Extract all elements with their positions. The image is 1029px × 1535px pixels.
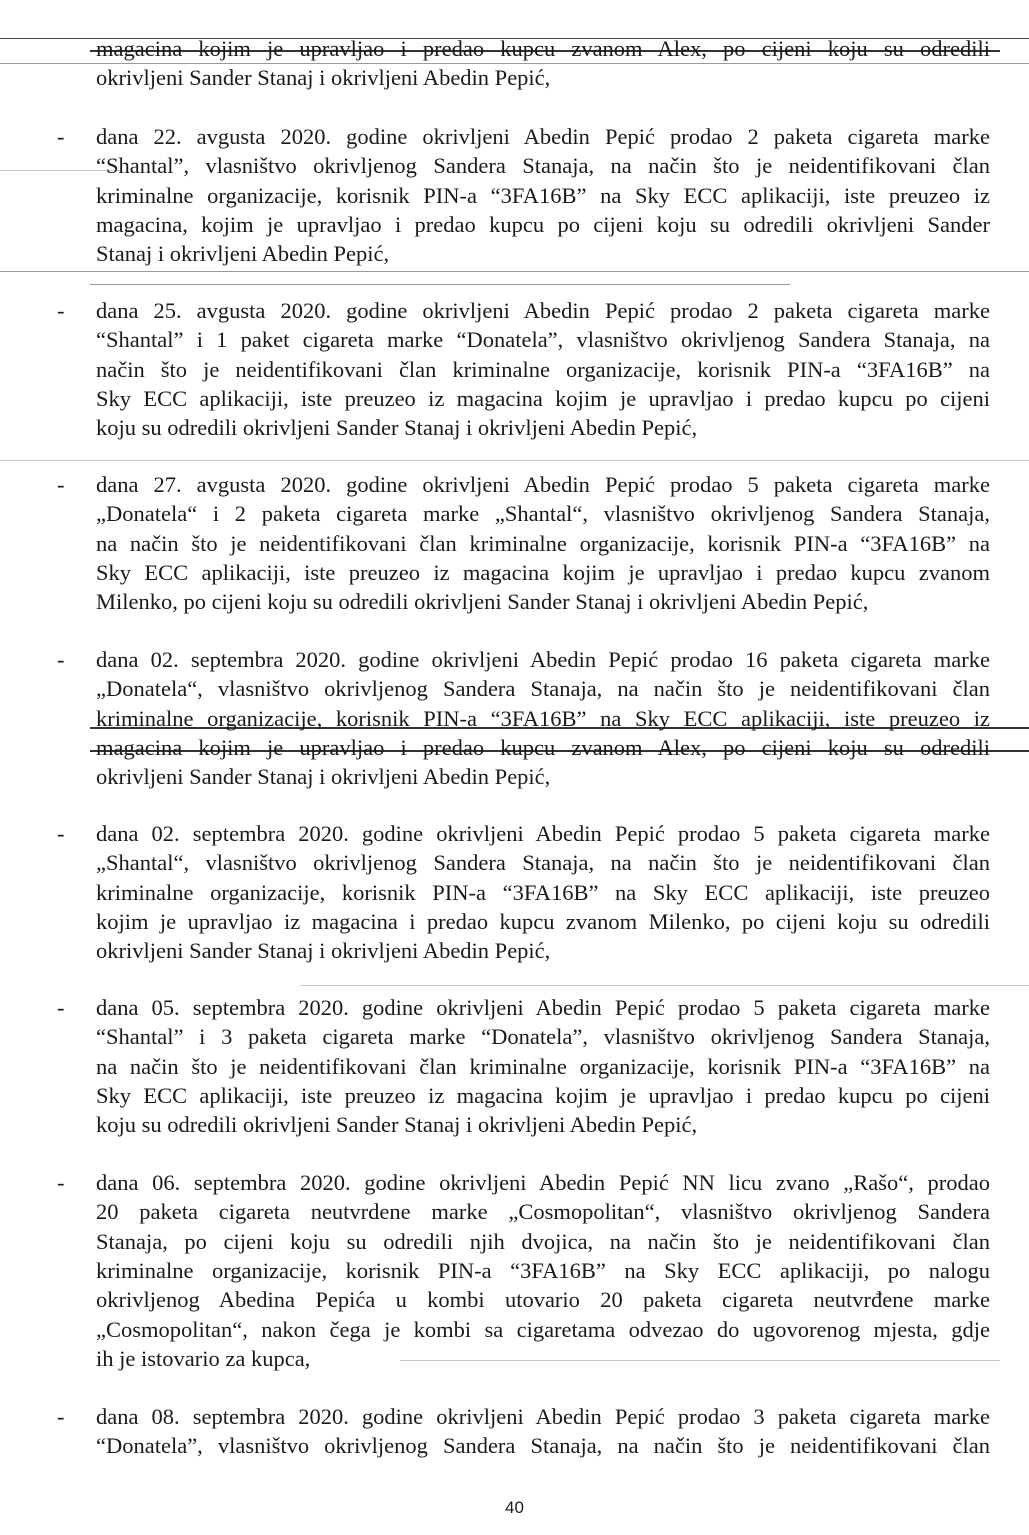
paragraph-line: Stanaja, po cijeni koju su odredili njih dvojica, na način što je neidentifikovani član [96, 1228, 990, 1254]
paragraph-line: dana 06. septembra 2020. godine okrivljeni Abedin Pepić NN licu zvano „Rašo“, prodao [96, 1170, 990, 1195]
list-bullet: - [57, 1404, 65, 1429]
paragraph-line: okrivljeni Sander Stanaj i okrivljeni Abedin Pepić, [96, 938, 551, 964]
paragraph-line: „Donatela“, vlasništvo okrivljenog Sandera Stanaja, na način što je neidentifikovani član [96, 676, 990, 702]
paragraph-line: magacina, kojim je upravljao i predao kupcu po cijeni koju su odredili okrivljeni Sander [96, 211, 990, 237]
paragraph-line: “Shantal” i 3 paketa cigareta marke “Donatela”, vlasništvo okrivljenog Sandera Stanaja, [96, 1024, 990, 1050]
paragraph-line: okrivljeni Sander Stanaj i okrivljeni Abedin Pepić, [96, 764, 551, 790]
paragraph-line: okrivljenog Abedina Pepića u kombi utovario 20 paketa cigareta neutvrđene marke [96, 1287, 990, 1313]
paragraph-line: kojim je upravljao iz magacina i predao kupcu zvanom Milenko, po cijeni koju su odredili [96, 908, 990, 934]
paragraph-line: Sky ECC aplikaciji, iste preuzeo iz magacina kojim je upravljao i predao kupcu po cijeni [96, 1082, 990, 1108]
paragraph-line: kriminalne organizacije, korisnik PIN-a “3FA16B” na Sky ECC aplikaciji, po nalogu [96, 1257, 990, 1283]
paragraph-line: „Donatela“ i 2 paketa cigareta marke „Shantal“, vlasništvo okrivljenog Sandera Stanaja, [96, 501, 990, 527]
paragraph-line: kriminalne organizacije, korisnik PIN-a “3FA16B” na Sky ECC aplikaciji, iste preuzeo iz [96, 182, 990, 208]
paragraph-line: „Cosmopolitan“, nakon čega je kombi sa cigaretama odvezao do ugovorenog mjesta, gdje [96, 1316, 990, 1342]
paragraph-line: “Shantal”, vlasništvo okrivljenog Sandera Stanaja, na način što je neidentifikovani član [96, 153, 990, 179]
scan-artifact-line [0, 271, 1029, 272]
paragraph-line: Milenko, po cijeni koju su odredili okrivljeni Sander Stanaj i okrivljeni Abedin Pepić, [96, 589, 869, 615]
paragraph-line: 20 paketa cigareta neutvrdene marke „Cosmopolitan“, vlasništvo okrivljenog Sandera [96, 1199, 990, 1225]
list-bullet: - [57, 124, 65, 149]
paragraph-line: dana 08. septembra 2020. godine okrivljeni Abedin Pepić prodao 3 paketa cigareta marke [96, 1404, 990, 1429]
list-bullet: - [57, 298, 65, 323]
list-bullet: - [57, 1170, 65, 1195]
list-bullet: - [57, 472, 65, 497]
list-bullet: - [57, 821, 65, 846]
paragraph-line: magacina kojim je upravljao i predao kupcu zvanom Alex, po cijeni koju su odredili [96, 36, 990, 61]
scan-noise [0, 460, 1029, 461]
paragraph-line: dana 22. avgusta 2020. godine okrivljeni Abedin Pepić prodao 2 paketa cigareta marke [96, 124, 990, 149]
page-number: 40 [505, 1498, 524, 1517]
paragraph-line: Sky ECC aplikaciji, iste preuzeo iz magacina kojim je upravljao i predao kupcu zvanom [96, 559, 990, 585]
paragraph-line: kriminalne organizacije, korisnik PIN-a “3FA16B” na Sky ECC aplikaciji, iste preuzeo [96, 879, 990, 905]
scan-artifact-line [90, 284, 790, 285]
paragraph-line: „Shantal“, vlasništvo okrivljenog Sandera Stanaja, na način što je neidentifikovani član [96, 850, 990, 876]
paragraph-line: koju su odredili okrivljeni Sander Stanaj i okrivljeni Abedin Pepić, [96, 1112, 698, 1138]
paragraph-line: ih je istovario za kupca, [96, 1345, 311, 1371]
paragraph-line: dana 05. septembra 2020. godine okrivljeni Abedin Pepić prodao 5 paketa cigareta marke [96, 995, 990, 1020]
paragraph-line: dana 27. avgusta 2020. godine okrivljeni Abedin Pepić prodao 5 paketa cigareta marke [96, 472, 990, 497]
paragraph-line: na način što je neidentifikovani član kriminalne organizacije, korisnik PIN-a “3FA16B” na [96, 530, 990, 556]
paragraph-line: kriminalne organizacije, korisnik PIN-a “3FA16B” na Sky ECC aplikaciji, iste preuzeo iz [96, 705, 990, 731]
list-bullet: - [57, 647, 65, 672]
paragraph-line: dana 02. septembra 2020. godine okrivljeni Abedin Pepić prodao 5 paketa cigareta marke [96, 821, 990, 846]
paragraph-line: magacina kojim je upravljao i predao kupcu zvanom Alex, po cijeni koju su odredili [96, 734, 990, 760]
list-bullet: - [57, 995, 65, 1020]
paragraph-line: dana 02. septembra 2020. godine okrivljeni Abedin Pepić prodao 16 paketa cigareta marke [96, 647, 990, 672]
paragraph-line: koju su odredili okrivljeni Sander Stanaj i okrivljeni Abedin Pepić, [96, 415, 698, 441]
paragraph-line: “Shantal” i 1 paket cigareta marke “Donatela”, vlasništvo okrivljenog Sandera Stanaja, na [96, 327, 990, 353]
paragraph-line: način što je neidentifikovani član kriminalne organizacije, korisnik PIN-a “3FA16B” na [96, 356, 990, 382]
paragraph-line: Sky ECC aplikaciji, iste preuzeo iz magacina kojim je upravljao i predao kupcu po cijeni [96, 385, 990, 411]
paragraph-line: okrivljeni Sander Stanaj i okrivljeni Abedin Pepić, [96, 65, 551, 91]
scan-noise [300, 985, 1029, 986]
paragraph-line: “Donatela”, vlasništvo okrivljenog Sandera Stanaja, na način što je neidentifikovani član [96, 1433, 990, 1459]
paragraph-line: na način što je neidentifikovani član kriminalne organizacije, korisnik PIN-a “3FA16B” na [96, 1053, 990, 1079]
paragraph-line: dana 25. avgusta 2020. godine okrivljeni Abedin Pepić prodao 2 paketa cigareta marke [96, 298, 990, 323]
paragraph-line: Stanaj i okrivljeni Abedin Pepić, [96, 241, 390, 267]
